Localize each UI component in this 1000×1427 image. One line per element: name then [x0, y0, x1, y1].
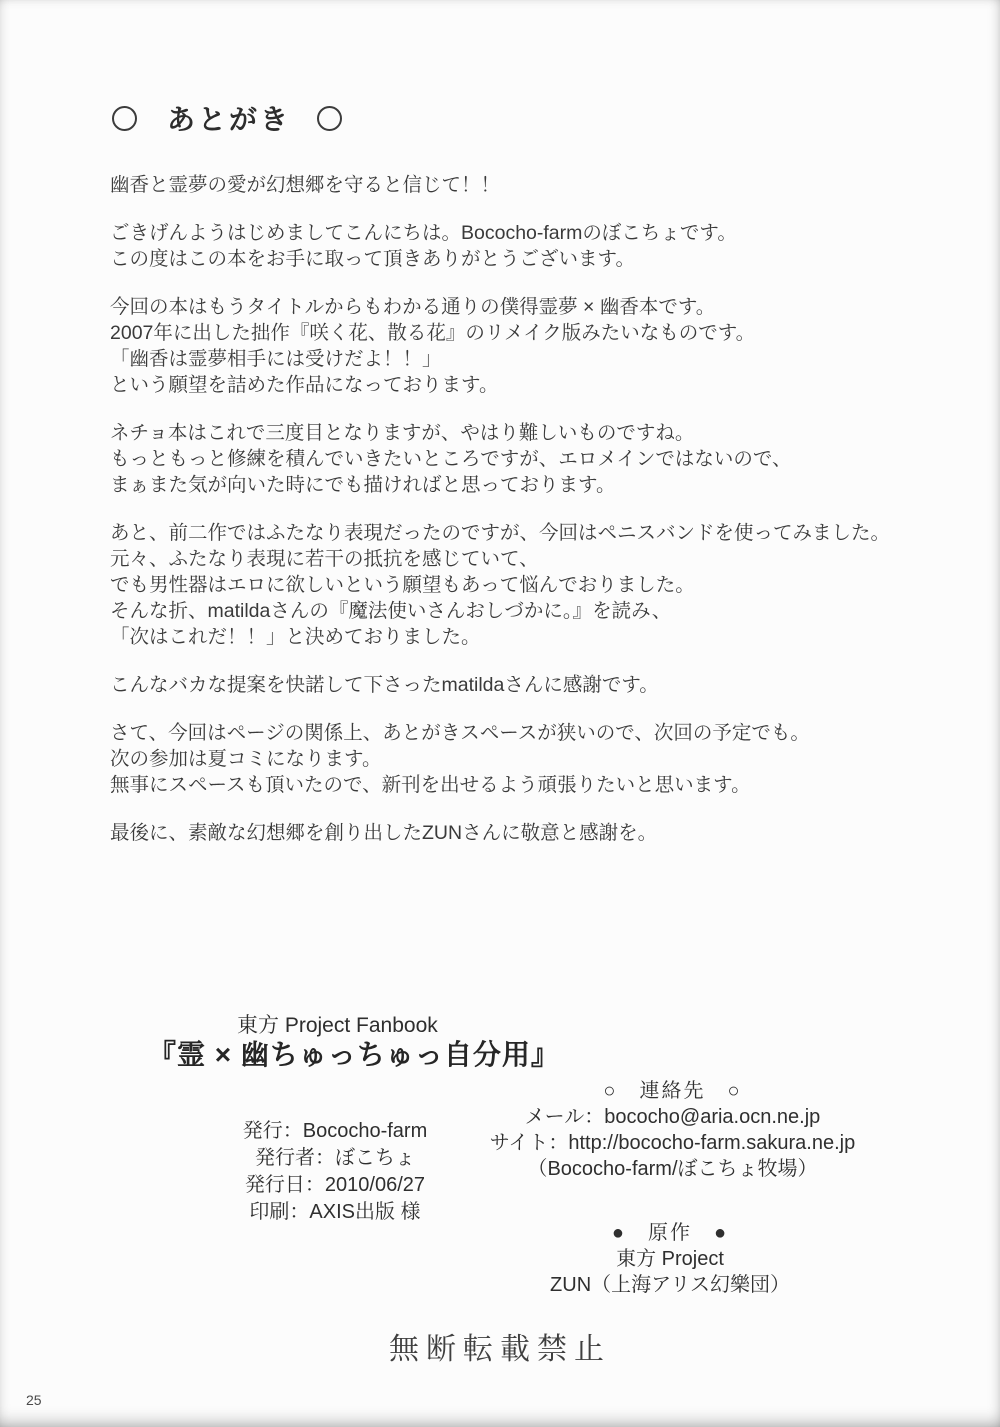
afterword-heading	[112, 98, 342, 138]
text-line: 「次はこれだ！！」と決めておりました。	[110, 626, 481, 648]
text-line: さて、今回はページの関係上、あとがきスペースが狭いので、次回の予定でも。	[110, 722, 810, 744]
no-reproduction-notice: 無断転載禁止	[389, 1332, 611, 1367]
email-line: メール：bococho@aria.ocn.ne.jp	[524, 1106, 821, 1128]
afterword-body	[110, 172, 950, 868]
paragraph	[110, 172, 950, 198]
original-heading: ● 原作 ●	[611, 1222, 729, 1244]
circle-name-line: （Bococho-farm/ぼこちょ牧場）	[527, 1158, 818, 1180]
text-line: 幽香と霊夢の愛が幻想郷を守ると信じて！！	[110, 174, 501, 196]
text-line: こんなバカな提案を快諾して下さったmatildaさんに感謝です。	[110, 674, 659, 696]
text-line: でも男性器はエロに欲しいという願望もあって悩んでおりました。	[110, 574, 695, 596]
printer-line: 印刷：AXIS出版 様	[249, 1201, 421, 1223]
publisher-line: 発行：Bococho-farm	[242, 1120, 428, 1142]
text-line: 「幽香は霊夢相手には受けだよ！！」	[110, 348, 442, 370]
original-author-line: ZUN（上海アリス幻樂団）	[550, 1274, 790, 1296]
book-title: 『霊 × 幽ちゅっちゅっ自分用』	[148, 1039, 560, 1070]
circle-outline-icon	[317, 106, 342, 131]
text-line: 元々、ふたなり表現に若干の抵抗を感じていて、	[110, 548, 539, 570]
contact-heading: ○ 連絡先 ○	[603, 1080, 742, 1102]
circle-outline-icon	[112, 106, 137, 131]
text-line: ネチョ本はこれで三度目となりますが、やはり難しいものですね。	[110, 422, 695, 444]
paragraph	[110, 294, 950, 398]
text-line: 最後に、素敵な幻想郷を創り出したZUNさんに敬意と感謝を。	[110, 822, 658, 844]
author-line: 発行者：ぼこちょ	[255, 1147, 415, 1169]
page-number: 25	[26, 1392, 42, 1408]
publication-info	[210, 1118, 460, 1226]
paragraph	[110, 420, 950, 498]
paragraph	[110, 220, 950, 272]
text-line: まぁまた気が向いた時にでも描ければと思っております。	[110, 474, 616, 496]
afterword-title: あとがき	[167, 104, 292, 135]
paragraph	[110, 672, 950, 698]
text-line: この度はこの本をお手に取って頂きありがとうございます。	[110, 248, 635, 270]
paragraph	[110, 520, 950, 650]
text-line: そんな折、matildaさんの『魔法使いさんおしづかに。』を読み、	[110, 600, 672, 622]
text-line: 無事にスペースも頂いたので、新刊を出せるよう頑張りたいと思います。	[110, 774, 751, 796]
paragraph	[110, 720, 950, 798]
series-label: 東方 Project Fanbook	[237, 1014, 438, 1037]
original-info	[520, 1220, 820, 1298]
site-line: サイト：http://bococho-farm.sakura.ne.jp	[489, 1132, 856, 1154]
date-line: 発行日：2010/06/27	[244, 1174, 426, 1196]
paragraph	[110, 820, 950, 846]
original-work-line: 東方 Project	[616, 1248, 724, 1270]
text-line: あと、前二作ではふたなり表現だったのですが、今回はペニスバンドを使ってみました。	[110, 522, 891, 544]
text-line: ごきげんようはじめましてこんにちは。Bococho-farmのぼこちょです。	[110, 222, 737, 244]
text-line: 2007年に出した拙作『咲く花、散る花』のリメイク版みたいなものです。	[110, 322, 756, 344]
text-line: 次の参加は夏コミになります。	[110, 748, 382, 770]
text-line: もっともっと修練を積んでいきたいところですが、エロメインではないので、	[110, 448, 792, 470]
text-line: という願望を詰めた作品になっております。	[110, 374, 499, 396]
text-line: 今回の本はもうタイトルからもわかる通りの僕得霊夢 × 幽香本です。	[110, 296, 716, 318]
contact-info	[480, 1078, 865, 1182]
